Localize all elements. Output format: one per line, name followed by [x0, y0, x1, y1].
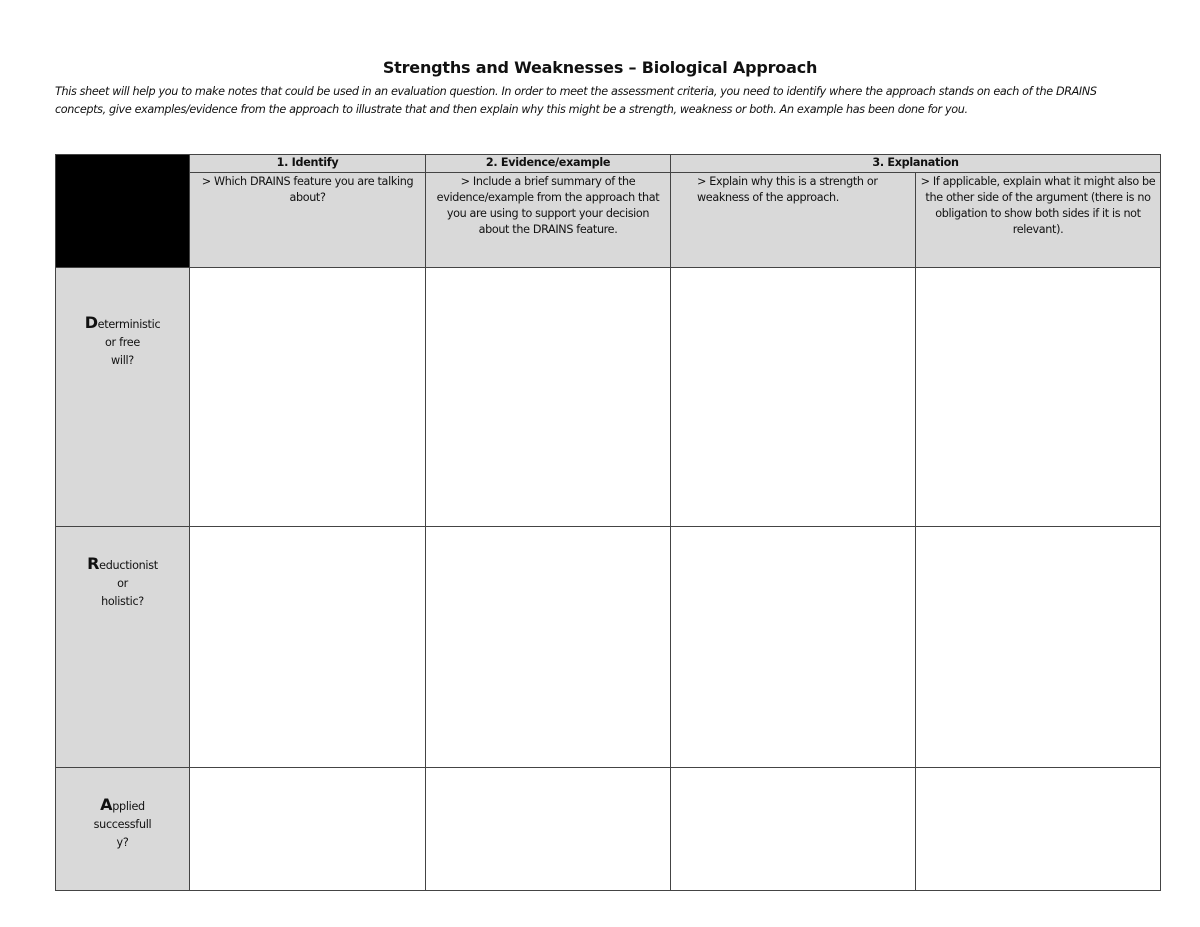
row-initial: A: [100, 795, 113, 814]
corner-cell: [56, 155, 190, 268]
prompt-row: [56, 173, 1161, 268]
row-label-line3: y?: [116, 836, 129, 849]
answer-cell[interactable]: [190, 527, 426, 768]
prompt-strength: > Explain why this is a strength or weakness of the approach.: [671, 173, 916, 268]
row-initial: D: [84, 313, 98, 332]
answer-cell[interactable]: [426, 268, 671, 527]
answer-cell[interactable]: [190, 268, 426, 527]
header-identify: 1. Identify: [190, 155, 426, 173]
row-label-line2: or free: [105, 336, 140, 349]
row-initial: R: [87, 554, 100, 573]
prompt-identify: > Which DRAINS feature you are talking about?: [190, 173, 426, 268]
row-label-reductionist: [56, 527, 190, 768]
answer-cell[interactable]: [671, 527, 916, 768]
row-label-rest: pplied: [112, 800, 145, 813]
answer-cell[interactable]: [916, 768, 1161, 891]
row-label-rest: eterministic: [97, 318, 161, 331]
answer-cell[interactable]: [190, 768, 426, 891]
row-label-rest: eductionist: [99, 559, 158, 572]
row-label-applied: [56, 768, 190, 891]
answer-cell[interactable]: [671, 768, 916, 891]
row-label-line3: will?: [111, 354, 134, 367]
header-evidence: 2. Evidence/example: [426, 155, 671, 173]
table-row: [56, 268, 1161, 527]
row-label-deterministic: [56, 268, 190, 527]
intro-paragraph: This sheet will help you to make notes that could be used in an evaluation question. In order to meet the assessment criteria, you need to identify where the approach stands on each of the DRAINS concepts, give examples/evidence from the approach to illustrate that and then explain why this might be a strength, weakness or both. An example has been done for you.: [55, 85, 1097, 116]
drains-table: [55, 154, 1161, 891]
answer-cell[interactable]: [916, 527, 1161, 768]
header-row: [56, 155, 1161, 173]
table-row: [56, 527, 1161, 768]
header-explanation: 3. Explanation: [671, 155, 1161, 173]
row-label-line2: or: [117, 577, 128, 590]
row-label-line2: successfull: [93, 818, 152, 831]
answer-cell[interactable]: [426, 527, 671, 768]
table-row: [56, 768, 1161, 891]
prompt-evidence: > Include a brief summary of the evidence/example from the approach that you are using to support your decision about the DRAINS feature.: [426, 173, 671, 268]
answer-cell[interactable]: [671, 268, 916, 527]
row-label-line3: holistic?: [101, 595, 144, 608]
prompt-other-side: > If applicable, explain what it might also be the other side of the argument (there is no obligation to show both sides if it is not relevant).: [916, 173, 1161, 268]
answer-cell[interactable]: [916, 268, 1161, 527]
answer-cell[interactable]: [426, 768, 671, 891]
page-title: Strengths and Weaknesses – Biological Approach: [382, 58, 818, 77]
